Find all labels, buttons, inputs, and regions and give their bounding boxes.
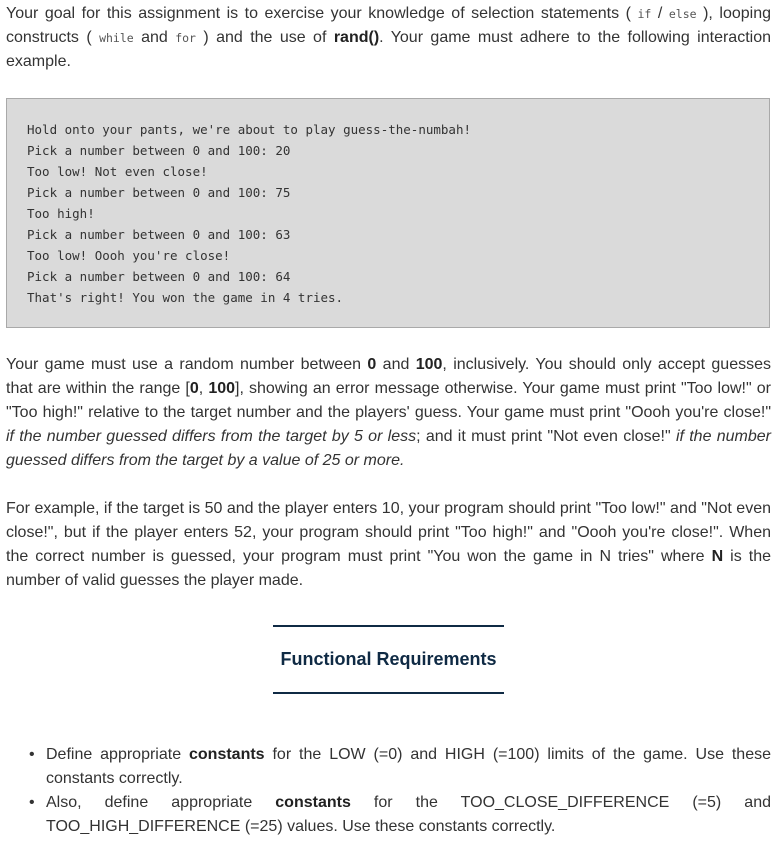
example-paragraph [6,497,771,593]
rules-text: , [198,380,204,397]
example-text: is the number of valid guesses the player made. [6,548,771,589]
close-condition: if the number guessed differs from the target by 5 or less [6,428,417,445]
intro-text: ) and the use of [203,29,327,46]
console-line: Too high! [27,206,95,221]
console-line: Too low! Oooh you're close! [27,248,231,263]
code-while: while [99,31,134,45]
console-example [6,98,770,328]
console-line: Hold onto your pants, we're about to play guess-the-numbah! [27,122,472,137]
heading-rule-top [273,625,504,627]
code-for: for [175,31,196,45]
functional-requirements-heading: Functional Requirements [280,649,497,669]
intro-text: and [141,29,168,46]
example-text: For example, if the target is 50 and the player enters 10, your program should print "Too low!" and "Not even close!", but if the player enters 52, your program should print "Too high!" and "Oooh you're close!". When the correct number is guessed, your program must print "You won the game in N tries" where [6,500,771,565]
req-text: Define appropriate [46,746,182,763]
list-item [46,743,771,791]
console-line: Pick a number between 0 and 100: 64 [27,269,291,284]
req-text: Also, define appropriate [46,794,253,811]
req-text: for the TOO_CLOSE_DIFFERENCE (=5) and TOO_HIGH_DIFFERENCE (=25) values. Use these constants correctly. [46,794,771,835]
rules-text: , inclusively. You should only accept guesses that are within the range [ [6,356,772,397]
heading-rule-bottom [273,692,504,694]
req-bold: constants [275,794,351,811]
console-line: Pick a number between 0 and 100: 63 [27,227,291,242]
intro-text: ), looping constructs ( [6,5,771,46]
req-bold: constants [189,746,265,763]
rules-text: Your game must use a random number between [6,356,362,373]
intro-slash: / [657,5,663,22]
far-condition: if the number guessed differs from the target by a value of 25 or more. [6,428,771,469]
code-else: else [668,7,697,21]
rules-paragraph [6,353,771,473]
n-variable: N [711,548,724,565]
intro-text: Your goal for this assignment is to exercise your knowledge of selection statements ( [6,5,631,22]
console-line: Pick a number between 0 and 100: 75 [27,185,291,200]
intro-text: . Your game must adhere to the following interaction example. [6,29,772,70]
rules-text: ; and it must print "Not even close!" [416,428,671,445]
requirements-list [46,743,771,839]
console-line: Too low! Not even close! [27,164,208,179]
range-high: 100 [208,380,236,397]
req-text: for the LOW (=0) and HIGH (=100) limits of the game. Use these constants correctly. [46,746,771,787]
list-item [46,791,771,839]
range-low: 0 [189,380,199,397]
code-if: if [637,7,652,21]
console-line: That's right! You won the game in 4 tries. [27,290,344,305]
rand-function: rand() [333,29,380,46]
rules-text: and [382,356,410,373]
rules-text: ], showing an error message otherwise. Your game must print "Too low!" or "Too high!" relative to the target number and the players' guess. Your game must print "Oooh you're close!" [6,380,771,421]
low-value: 0 [367,356,377,373]
console-line: Pick a number between 0 and 100: 20 [27,143,291,158]
intro-paragraph [6,2,771,74]
high-value: 100 [415,356,443,373]
